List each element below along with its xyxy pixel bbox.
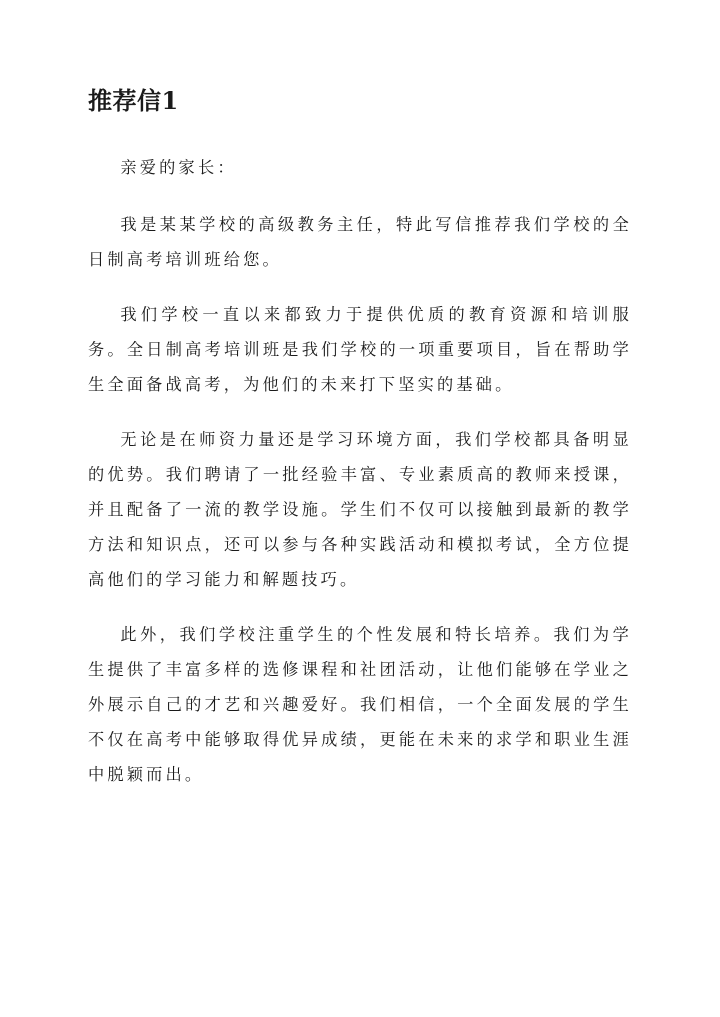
paragraph-advantages: 无论是在师资力量还是学习环境方面，我们学校都具备明显的优势。我们聘请了一批经验丰富、专业素质高的教师来授课，并且配备了一流的教学设施。学生们不仅可以接触到最新的教学方法和知识点，还可以参与各种实践活动和模拟考试，全方位提高他们的学习能力和解题技巧。 bbox=[88, 430, 632, 589]
paragraph-student-development: 此外，我们学校注重学生的个性发展和特长培养。我们为学生提供了丰富多样的选修课程和社团活动，让他们能够在学业之外展示自己的才艺和兴趣爱好。我们相信，一个全面发展的学生不仅在高考中能够取得优异成绩，更能在未来的求学和职业生涯中脱颖而出。 bbox=[88, 625, 632, 784]
document-title: 推荐信1 bbox=[88, 86, 179, 115]
paragraph-school-mission: 我们学校一直以来都致力于提供优质的教育资源和培训服务。全日制高考培训班是我们学校的一项重要项目，旨在帮助学生全面备战高考，为他们的未来打下坚实的基础。 bbox=[88, 305, 632, 394]
paragraph-intro: 我是某某学校的高级教务主任，特此写信推荐我们学校的全日制高考培训班给您。 bbox=[88, 215, 632, 269]
salutation: 亲爱的家长： bbox=[120, 158, 237, 177]
letter-body bbox=[88, 150, 632, 812]
